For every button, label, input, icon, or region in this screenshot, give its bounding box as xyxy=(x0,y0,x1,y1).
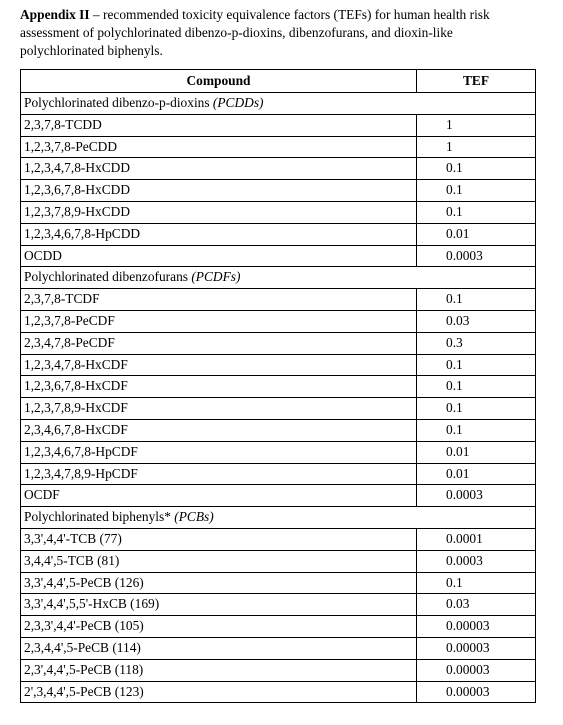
group-abbreviation: (PCDDs) xyxy=(212,95,264,110)
compound-cell: 1,2,3,4,6,7,8-HpCDF xyxy=(21,441,417,463)
compound-cell: 1,2,3,7,8,9-HxCDD xyxy=(21,201,417,223)
table-row xyxy=(21,245,536,267)
group-header-row xyxy=(21,267,536,289)
table-row xyxy=(21,158,536,180)
group-name: Polychlorinated biphenyls* xyxy=(24,509,175,525)
table-caption xyxy=(20,6,540,60)
table-row xyxy=(21,528,536,550)
tef-cell: 0.03 xyxy=(417,310,536,332)
tef-cell: 0.1 xyxy=(417,354,536,376)
tef-cell: 0.00003 xyxy=(417,637,536,659)
tef-cell: 0.01 xyxy=(417,463,536,485)
table-row xyxy=(21,485,536,507)
table-row xyxy=(21,332,536,354)
compound-column-header: Compound xyxy=(21,70,417,93)
table-row xyxy=(21,376,536,398)
tef-table xyxy=(20,69,536,703)
compound-cell: 1,2,3,4,7,8-HxCDF xyxy=(21,354,417,376)
compound-cell: OCDD xyxy=(21,245,417,267)
tef-cell: 0.0003 xyxy=(417,485,536,507)
compound-cell: 1,2,3,7,8-PeCDF xyxy=(21,310,417,332)
group-header-cell xyxy=(21,507,536,529)
compound-cell: 2,3,4,6,7,8-HxCDF xyxy=(21,419,417,441)
tef-cell: 0.01 xyxy=(417,441,536,463)
compound-cell: 1,2,3,7,8-PeCDD xyxy=(21,136,417,158)
table-row xyxy=(21,398,536,420)
compound-cell: 2,3,7,8-TCDD xyxy=(21,114,417,136)
table-row xyxy=(21,289,536,311)
table-row xyxy=(21,659,536,681)
table-row xyxy=(21,681,536,703)
compound-cell: 2,3,3',4,4'-PeCB (105) xyxy=(21,616,417,638)
tef-column-header: TEF xyxy=(417,70,536,93)
tef-cell: 0.3 xyxy=(417,332,536,354)
tef-cell: 0.1 xyxy=(417,376,536,398)
caption-label: Appendix II xyxy=(20,7,90,22)
compound-cell: 2',3,4,4',5-PeCB (123) xyxy=(21,681,417,703)
table-row xyxy=(21,114,536,136)
table-row xyxy=(21,223,536,245)
table-row xyxy=(21,136,536,158)
compound-cell: OCDF xyxy=(21,485,417,507)
group-header-cell xyxy=(21,267,536,289)
group-abbreviation: (PCDFs) xyxy=(191,269,241,285)
compound-cell: 1,2,3,4,6,7,8-HpCDD xyxy=(21,223,417,245)
compound-cell: 2,3,7,8-TCDF xyxy=(21,289,417,311)
table-row xyxy=(21,180,536,202)
compound-cell: 2,3,4,7,8-PeCDF xyxy=(21,332,417,354)
compound-cell: 1,2,3,7,8,9-HxCDF xyxy=(21,398,417,420)
table-row xyxy=(21,441,536,463)
table-row xyxy=(21,463,536,485)
tef-cell: 0.1 xyxy=(417,572,536,594)
compound-cell: 3,3',4,4',5,5'-HxCB (169) xyxy=(21,594,417,616)
table-row xyxy=(21,419,536,441)
table-row xyxy=(21,616,536,638)
table-row xyxy=(21,550,536,572)
table-row xyxy=(21,310,536,332)
compound-cell: 1,2,3,4,7,8,9-HpCDF xyxy=(21,463,417,485)
tef-cell: 0.1 xyxy=(417,419,536,441)
group-abbreviation: (PCBs) xyxy=(174,509,214,525)
table-row xyxy=(21,201,536,223)
compound-cell: 3,4,4',5-TCB (81) xyxy=(21,550,417,572)
tef-cell: 0.03 xyxy=(417,594,536,616)
group-header-row xyxy=(21,93,536,115)
compound-cell: 3,3',4,4',5-PeCB (126) xyxy=(21,572,417,594)
table-row xyxy=(21,572,536,594)
table-row xyxy=(21,637,536,659)
tef-cell: 0.00003 xyxy=(417,616,536,638)
table-body xyxy=(21,93,536,703)
tef-cell: 0.1 xyxy=(417,158,536,180)
tef-cell: 0.0003 xyxy=(417,245,536,267)
compound-cell: 1,2,3,4,7,8-HxCDD xyxy=(21,158,417,180)
table-row xyxy=(21,594,536,616)
tef-cell: 1 xyxy=(417,136,536,158)
compound-cell: 2,3',4,4',5-PeCB (118) xyxy=(21,659,417,681)
group-header-cell xyxy=(21,93,536,115)
group-header-row xyxy=(21,507,536,529)
compound-cell: 1,2,3,6,7,8-HxCDD xyxy=(21,180,417,202)
group-name: Polychlorinated dibenzo-p-dioxins xyxy=(24,95,213,110)
caption-text: – recommended toxicity equivalence factors (TEFs) for human health risk assessment of polychlorinated dibenzo-p-dioxins, dibenzofurans, and dioxin-like polychlorinated biphenyls. xyxy=(20,7,490,58)
tef-cell: 0.0001 xyxy=(417,528,536,550)
table-row xyxy=(21,354,536,376)
tef-cell: 0.1 xyxy=(417,289,536,311)
tef-cell: 0.00003 xyxy=(417,681,536,703)
tef-cell: 0.0003 xyxy=(417,550,536,572)
table-header-row xyxy=(21,70,536,93)
tef-cell: 0.1 xyxy=(417,398,536,420)
compound-cell: 2,3,4,4',5-PeCB (114) xyxy=(21,637,417,659)
tef-cell: 0.01 xyxy=(417,223,536,245)
compound-cell: 1,2,3,6,7,8-HxCDF xyxy=(21,376,417,398)
tef-cell: 0.1 xyxy=(417,201,536,223)
tef-cell: 0.00003 xyxy=(417,659,536,681)
tef-cell: 0.1 xyxy=(417,180,536,202)
group-name: Polychlorinated dibenzofurans xyxy=(24,269,192,285)
compound-cell: 3,3',4,4'-TCB (77) xyxy=(21,528,417,550)
tef-cell: 1 xyxy=(417,114,536,136)
